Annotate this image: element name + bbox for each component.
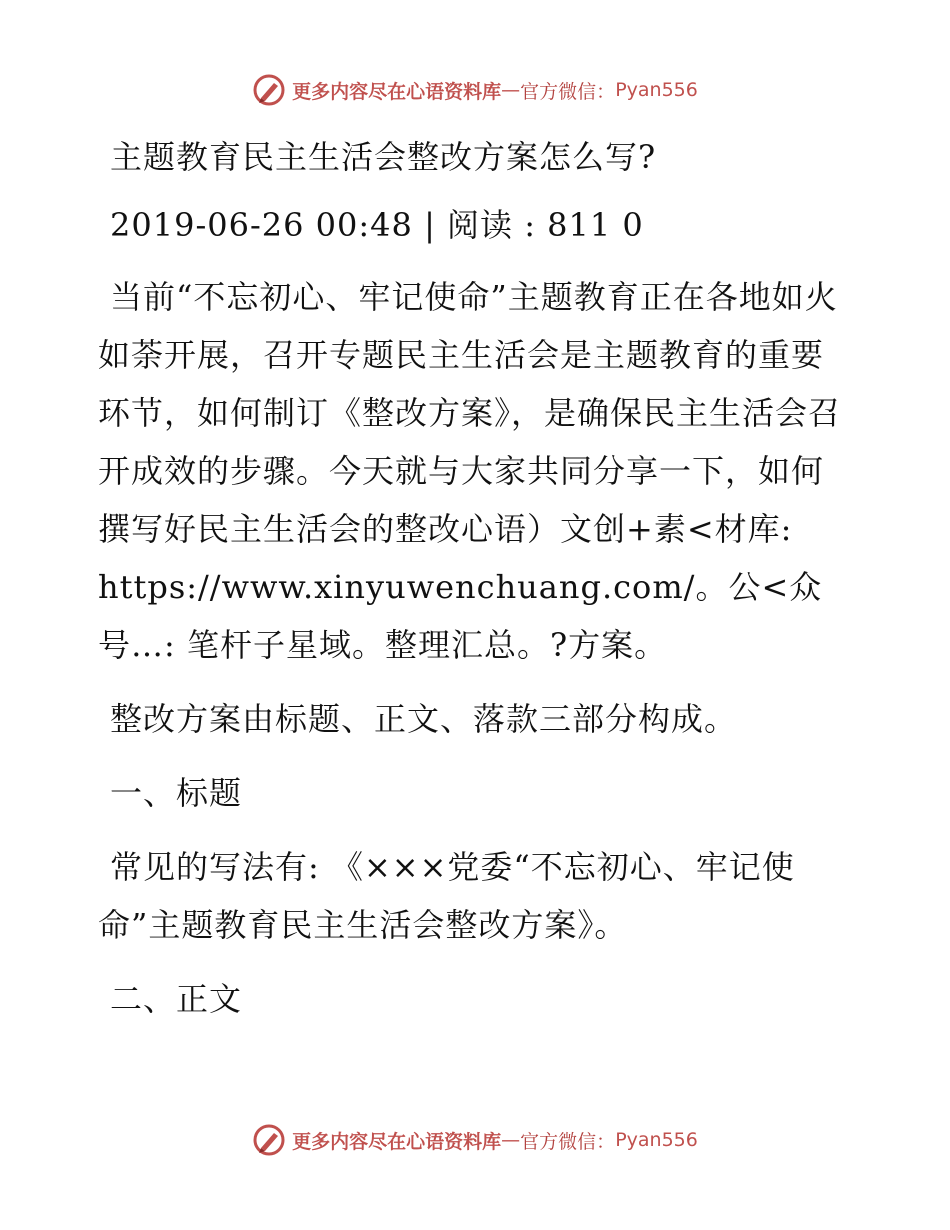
- pen-seal-icon: [252, 1123, 286, 1157]
- banner-main-text: 更多内容尽在心语资料库: [292, 1130, 502, 1153]
- banner-official-label: 官方微信：: [520, 80, 616, 103]
- banner-dash: —: [501, 1129, 521, 1151]
- article-paragraph-title-format: 常见的写法有: 《×××党委“不忘初心、牢记使命”主题教育民主生活会整改方案》。: [98, 848, 795, 944]
- article-body: [98, 120, 853, 1028]
- banner-main-text: 更多内容尽在心语资料库: [292, 80, 502, 103]
- article-title: 主题教育民主生活会整改方案怎么写?: [110, 138, 657, 176]
- header-banner: [0, 70, 950, 110]
- section-heading-body: 二、正文: [110, 980, 243, 1018]
- pen-seal-icon: [252, 73, 286, 107]
- banner-dash: —: [501, 79, 521, 101]
- article-paragraph-structure: 整改方案由标题、正文、落款三部分构成。: [110, 700, 738, 738]
- banner-official-label: 官方微信：: [520, 1130, 616, 1153]
- footer-banner: [0, 1120, 950, 1160]
- article-paragraph-intro: 当前“不忘初心、牢记使命”主题教育正在各地如火如荼开展，召开专题民主生活会是主题教育的重要环节，如何制订《整改方案》，是确保民主生活会召开成效的步骤。今天就与大家共同分享一下，如何撰写好民主生活会的整改心语）文创+素<材库: https://www.xinyuwenchuang.com/。公<众号…: 笔杆子星域。整理汇总。?方案。: [98, 278, 842, 664]
- banner-wechat-id: Pyan556: [615, 79, 698, 101]
- section-heading-title: 一、标题: [110, 774, 243, 812]
- article-meta: 2019-06-26 00:48 | 阅读 : 811 0: [110, 206, 644, 244]
- banner-wechat-id: Pyan556: [615, 1129, 698, 1151]
